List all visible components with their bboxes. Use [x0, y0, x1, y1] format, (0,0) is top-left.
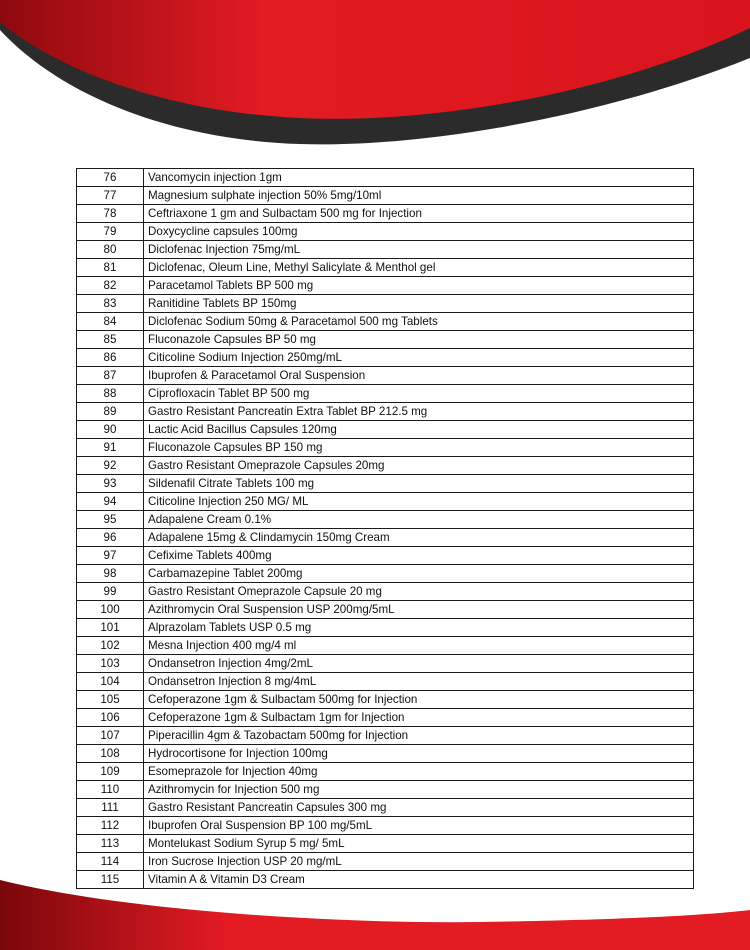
row-number: 78: [77, 205, 144, 223]
table-row: [77, 439, 694, 457]
row-number: 95: [77, 511, 144, 529]
row-number: 94: [77, 493, 144, 511]
product-name: Cefixime Tablets 400mg: [144, 547, 694, 565]
product-name: Hydrocortisone for Injection 100mg: [144, 745, 694, 763]
table-row: [77, 241, 694, 259]
row-number: 110: [77, 781, 144, 799]
table-row: [77, 313, 694, 331]
row-number: 111: [77, 799, 144, 817]
row-number: 112: [77, 817, 144, 835]
row-number: 105: [77, 691, 144, 709]
product-name: Citicoline Injection 250 MG/ ML: [144, 493, 694, 511]
row-number: 93: [77, 475, 144, 493]
table-row: [77, 835, 694, 853]
product-name: Gastro Resistant Omeprazole Capsule 20 mg: [144, 583, 694, 601]
table-row: [77, 349, 694, 367]
product-name: Mesna Injection 400 mg/4 ml: [144, 637, 694, 655]
product-name: Gastro Resistant Omeprazole Capsules 20mg: [144, 457, 694, 475]
table-row: [77, 547, 694, 565]
table-row: [77, 475, 694, 493]
table-row: [77, 637, 694, 655]
row-number: 113: [77, 835, 144, 853]
product-name: Alprazolam Tablets USP 0.5 mg: [144, 619, 694, 637]
table-row: [77, 709, 694, 727]
row-number: 86: [77, 349, 144, 367]
product-name: Diclofenac Sodium 50mg & Paracetamol 500 mg Tablets: [144, 313, 694, 331]
row-number: 109: [77, 763, 144, 781]
table-row: [77, 529, 694, 547]
table-row: [77, 259, 694, 277]
row-number: 97: [77, 547, 144, 565]
row-number: 107: [77, 727, 144, 745]
table-row: [77, 673, 694, 691]
product-name: Ceftriaxone 1 gm and Sulbactam 500 mg for Injection: [144, 205, 694, 223]
product-name: Azithromycin for Injection 500 mg: [144, 781, 694, 799]
row-number: 108: [77, 745, 144, 763]
row-number: 99: [77, 583, 144, 601]
table-row: [77, 493, 694, 511]
table-row: [77, 385, 694, 403]
table-body: [77, 169, 694, 889]
row-number: 91: [77, 439, 144, 457]
product-name: Diclofenac, Oleum Line, Methyl Salicylate & Menthol gel: [144, 259, 694, 277]
row-number: 96: [77, 529, 144, 547]
product-name: Paracetamol Tablets BP 500 mg: [144, 277, 694, 295]
table-row: [77, 781, 694, 799]
table-row: [77, 817, 694, 835]
row-number: 79: [77, 223, 144, 241]
row-number: 102: [77, 637, 144, 655]
row-number: 84: [77, 313, 144, 331]
table-row: [77, 295, 694, 313]
table-row: [77, 367, 694, 385]
product-name: Ondansetron Injection 4mg/2mL: [144, 655, 694, 673]
row-number: 100: [77, 601, 144, 619]
product-name: Magnesium sulphate injection 50% 5mg/10ml: [144, 187, 694, 205]
table-row: [77, 511, 694, 529]
table-row: [77, 799, 694, 817]
table-row: [77, 421, 694, 439]
product-name: Ondansetron Injection 8 mg/4mL: [144, 673, 694, 691]
header-swoosh: [0, 0, 750, 150]
row-number: 81: [77, 259, 144, 277]
product-name: Ciprofloxacin Tablet BP 500 mg: [144, 385, 694, 403]
product-name: Cefoperazone 1gm & Sulbactam 500mg for Injection: [144, 691, 694, 709]
product-name: Adapalene Cream 0.1%: [144, 511, 694, 529]
row-number: 76: [77, 169, 144, 187]
product-name: Lactic Acid Bacillus Capsules 120mg: [144, 421, 694, 439]
product-name: Gastro Resistant Pancreatin Extra Tablet BP 212.5 mg: [144, 403, 694, 421]
table-row: [77, 583, 694, 601]
product-name: Sildenafil Citrate Tablets 100 mg: [144, 475, 694, 493]
row-number: 85: [77, 331, 144, 349]
table-row: [77, 727, 694, 745]
product-name: Vancomycin injection 1gm: [144, 169, 694, 187]
product-name: Piperacillin 4gm & Tazobactam 500mg for Injection: [144, 727, 694, 745]
table-row: [77, 457, 694, 475]
table-row: [77, 187, 694, 205]
table-row: [77, 169, 694, 187]
row-number: 101: [77, 619, 144, 637]
row-number: 88: [77, 385, 144, 403]
row-number: 82: [77, 277, 144, 295]
product-name: Esomeprazole for Injection 40mg: [144, 763, 694, 781]
row-number: 80: [77, 241, 144, 259]
table-row: [77, 745, 694, 763]
row-number: 115: [77, 871, 144, 889]
row-number: 87: [77, 367, 144, 385]
product-name: Montelukast Sodium Syrup 5 mg/ 5mL: [144, 835, 694, 853]
table-row: [77, 691, 694, 709]
product-name: Cefoperazone 1gm & Sulbactam 1gm for Injection: [144, 709, 694, 727]
table-row: [77, 331, 694, 349]
row-number: 114: [77, 853, 144, 871]
table-row: [77, 619, 694, 637]
row-number: 104: [77, 673, 144, 691]
product-name: Iron Sucrose Injection USP 20 mg/mL: [144, 853, 694, 871]
table-row: [77, 763, 694, 781]
product-name: Gastro Resistant Pancreatin Capsules 300 mg: [144, 799, 694, 817]
row-number: 89: [77, 403, 144, 421]
product-table: [76, 168, 694, 889]
table-row: [77, 277, 694, 295]
product-name: Ranitidine Tablets BP 150mg: [144, 295, 694, 313]
row-number: 98: [77, 565, 144, 583]
table-row: [77, 853, 694, 871]
table-row: [77, 601, 694, 619]
row-number: 92: [77, 457, 144, 475]
product-name: Carbamazepine Tablet 200mg: [144, 565, 694, 583]
product-name: Azithromycin Oral Suspension USP 200mg/5mL: [144, 601, 694, 619]
table-row: [77, 655, 694, 673]
product-name: Vitamin A & Vitamin D3 Cream: [144, 871, 694, 889]
table-row: [77, 565, 694, 583]
product-name: Ibuprofen & Paracetamol Oral Suspension: [144, 367, 694, 385]
footer-swoosh: [0, 880, 750, 950]
row-number: 83: [77, 295, 144, 313]
product-name: Adapalene 15mg & Clindamycin 150mg Cream: [144, 529, 694, 547]
product-name: Doxycycline capsules 100mg: [144, 223, 694, 241]
table-row: [77, 205, 694, 223]
product-name: Fluconazole Capsules BP 50 mg: [144, 331, 694, 349]
row-number: 77: [77, 187, 144, 205]
table-row: [77, 403, 694, 421]
product-name: Citicoline Sodium Injection 250mg/mL: [144, 349, 694, 367]
product-name: Ibuprofen Oral Suspension BP 100 mg/5mL: [144, 817, 694, 835]
row-number: 103: [77, 655, 144, 673]
product-name: Diclofenac Injection 75mg/mL: [144, 241, 694, 259]
row-number: 90: [77, 421, 144, 439]
row-number: 106: [77, 709, 144, 727]
table-row: [77, 223, 694, 241]
product-name: Fluconazole Capsules BP 150 mg: [144, 439, 694, 457]
